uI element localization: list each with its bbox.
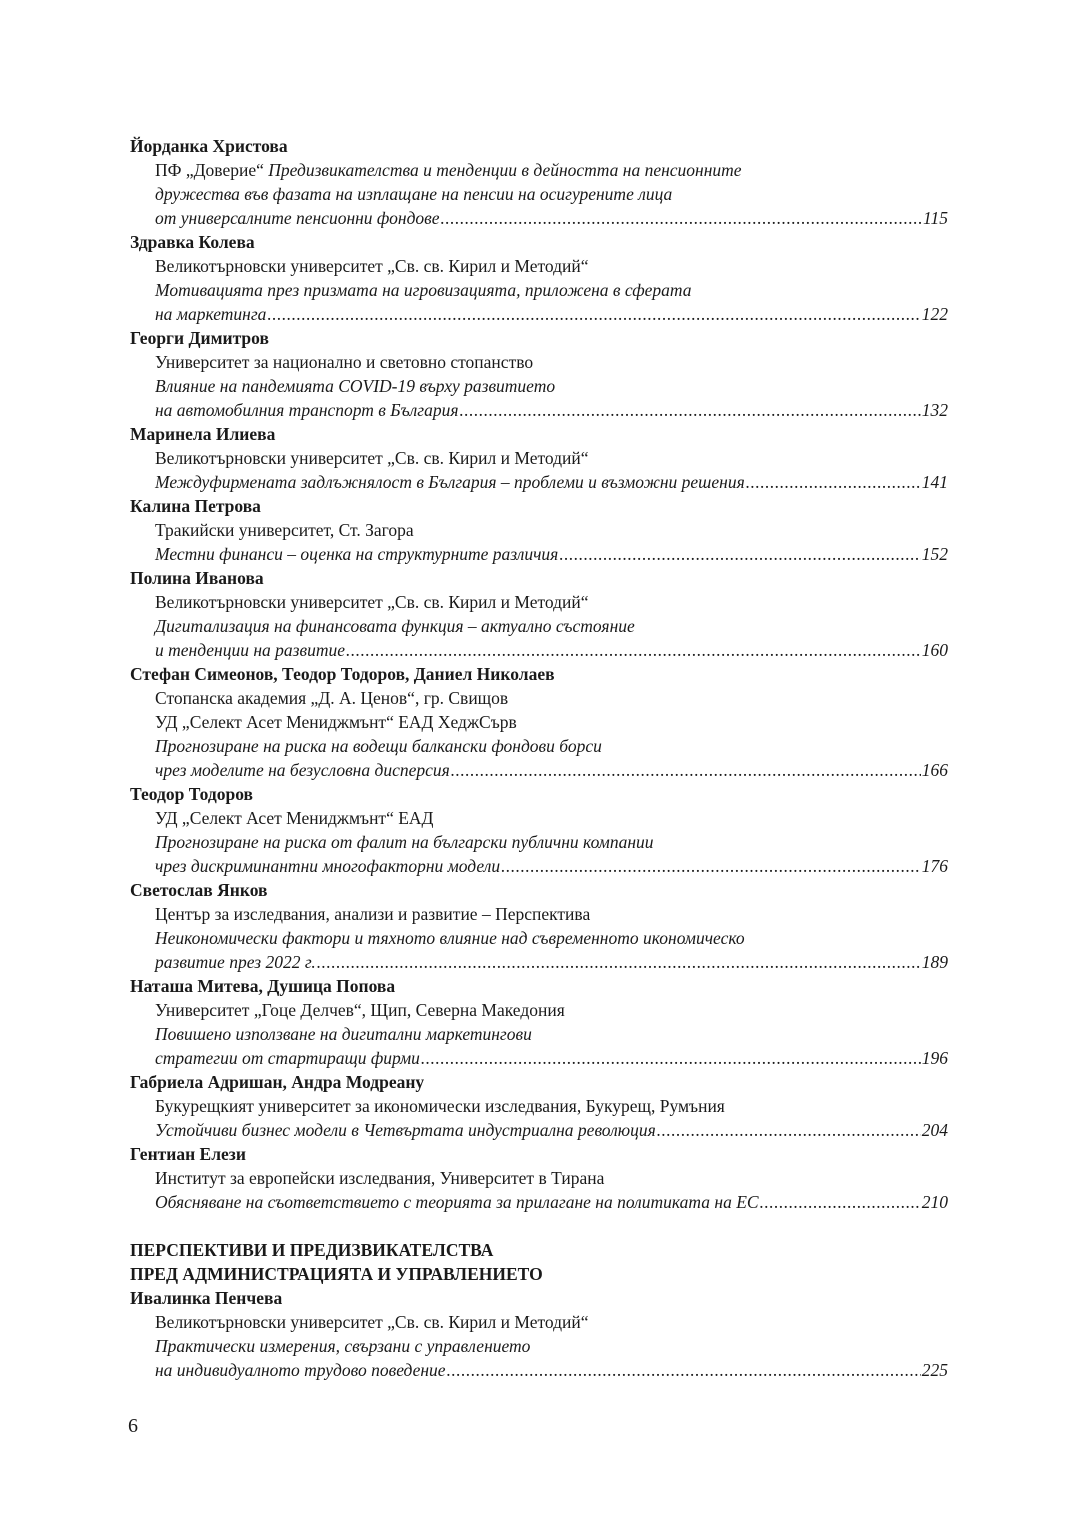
dot-leader [267, 302, 920, 326]
toc-entry [130, 782, 948, 878]
entry-page-number: 160 [921, 640, 948, 660]
entry-affiliation: Университет „Гоце Делчев“, Щип, Северна Македония [155, 1000, 565, 1020]
entry-leader-line[interactable] [130, 470, 948, 494]
toc-entries [130, 134, 948, 1214]
entry-affiliation: Букурещкият университет за икономически изследвания, Букурещ, Румъния [155, 1096, 725, 1116]
entry-title-last-line: на индивидуалното трудово поведение [155, 1360, 446, 1380]
entry-title-last-line: от универсалните пенсионни фондове [155, 208, 440, 228]
entry-page-number: 166 [921, 760, 948, 780]
dot-leader [317, 950, 921, 974]
entry-author: Йорданка Христова [130, 136, 288, 156]
entry-title-last-line: и тенденции на развитие [155, 640, 345, 660]
table-of-contents [130, 134, 948, 1382]
section-entries [130, 1286, 948, 1382]
entry-title-last-line: чрез моделите на безусловна дисперсия [155, 760, 450, 780]
toc-entry [130, 326, 948, 422]
toc-entry [130, 566, 948, 662]
entry-title-line: Практически измерения, свързани с управлението [155, 1336, 531, 1356]
entry-title-line: Прогнозиране на риска на водещи балкански фондови борси [155, 736, 602, 756]
entry-affiliation: Великотърновски университет „Св. св. Кирил и Методий“ [155, 1312, 589, 1332]
dot-leader [346, 638, 921, 662]
entry-title-line: Повишено използване на дигитални маркетингови [155, 1024, 532, 1044]
entry-page-number: 115 [923, 208, 948, 228]
entry-leader-line[interactable] [130, 1046, 948, 1070]
entry-author: Стефан Симеонов, Теодор Тодоров, Даниел Николаев [130, 664, 555, 684]
toc-entry [130, 1070, 948, 1142]
entry-affiliation: Великотърновски университет „Св. св. Кирил и Методий“ [155, 256, 589, 276]
dot-leader [460, 398, 921, 422]
entry-title-line: Прогнозиране на риска от фалит на български публични компании [155, 832, 654, 852]
entry-page-number: 152 [921, 544, 948, 564]
entry-affiliation: Стопанска академия „Д. А. Ценов“, гр. Свищов [155, 688, 509, 708]
entry-page-number: 225 [921, 1360, 948, 1380]
entry-title-line: Влияние на пандемията COVID-19 върху развитието [155, 376, 556, 396]
entry-author: Маринела Илиева [130, 424, 276, 444]
entry-leader-line[interactable] [130, 1358, 948, 1382]
entry-leader-line[interactable] [130, 542, 948, 566]
entry-page-number: 176 [921, 856, 948, 876]
entry-title-last-line: чрез дискриминантни многофакторни модели [155, 856, 501, 876]
entry-title-last-line: Устойчиви бизнес модели в Четвъртата индустриална революция [155, 1120, 656, 1140]
dot-leader [441, 206, 923, 230]
entry-affiliation: УД „Селект Асет Мениджмънт“ ЕАД [155, 808, 434, 828]
entry-title-line: Дигитализация на финансовата функция – актуално състояние [155, 616, 635, 636]
dot-leader [447, 1358, 921, 1382]
section-heading-line: ПРЕД АДМИНИСТРАЦИЯТА И УПРАВЛЕНИЕТО [130, 1264, 543, 1284]
section-heading [130, 1238, 948, 1286]
entry-page-number: 141 [921, 472, 948, 492]
section-gap [130, 1214, 948, 1238]
entry-affiliation: Университет за национално и световно стопанство [155, 352, 534, 372]
entry-author: Светослав Янков [130, 880, 268, 900]
dot-leader [746, 470, 921, 494]
entry-title-text: Предизвикателства и тенденции в дейността на пенсионните [268, 160, 742, 180]
dot-leader [559, 542, 920, 566]
entry-title-last-line: Междуфирмената задлъжнялост в България – проблеми и възможни решения [155, 472, 745, 492]
entry-title-last-line: Местни финанси – оценка на структурните различия [155, 544, 559, 564]
dot-leader [657, 1118, 921, 1142]
dot-leader [421, 1046, 921, 1070]
entry-leader-line[interactable] [130, 302, 948, 326]
dot-leader [501, 854, 921, 878]
toc-entry [130, 1142, 948, 1214]
entry-page-number: 189 [921, 952, 948, 972]
toc-entry [130, 230, 948, 326]
entry-title-last-line: стратегии от стартиращи фирми [155, 1048, 420, 1068]
entry-page-number: 196 [921, 1048, 948, 1068]
toc-entry [130, 878, 948, 974]
dot-leader [451, 758, 921, 782]
entry-affiliation: Великотърновски университет „Св. св. Кирил и Методий“ [155, 592, 589, 612]
entry-page-number: 132 [921, 400, 948, 420]
entry-author: Полина Иванова [130, 568, 264, 588]
entry-author: Габриела Адришан, Андра Модреану [130, 1072, 425, 1092]
entry-affiliation: Великотърновски университет „Св. св. Кирил и Методий“ [155, 448, 589, 468]
entry-affiliation-inline: ПФ „Доверие“ [155, 160, 269, 180]
entry-affiliation: Институт за европейски изследвания, Университет в Тирана [155, 1168, 605, 1188]
entry-leader-line[interactable] [130, 206, 948, 230]
entry-title-last-line: Обясняване на съответствието с теорията за прилагане на политиката на ЕС [155, 1192, 759, 1212]
entry-page-number: 122 [921, 304, 948, 324]
entry-author: Гентиан Елези [130, 1144, 246, 1164]
toc-entry [130, 134, 948, 230]
entry-author: Теодор Тодоров [130, 784, 253, 804]
page-number: 6 [128, 1415, 138, 1437]
entry-title-last-line: развитие през 2022 г. [155, 952, 316, 972]
entry-author: Георги Димитров [130, 328, 269, 348]
entry-author: Здравка Колева [130, 232, 255, 252]
entry-author: Ивалинка Пенчева [130, 1288, 283, 1308]
entry-page-number: 210 [921, 1192, 948, 1212]
entry-page-number: 204 [921, 1120, 948, 1140]
toc-entry [130, 1286, 948, 1382]
entry-title-line: Мотивацията през призмата на игровизацията, приложена в сферата [155, 280, 692, 300]
entry-leader-line[interactable] [130, 758, 948, 782]
entry-leader-line[interactable] [130, 638, 948, 662]
entry-leader-line[interactable] [130, 1118, 948, 1142]
entry-leader-line[interactable] [130, 854, 948, 878]
entry-leader-line[interactable] [130, 950, 948, 974]
dot-leader [760, 1190, 921, 1214]
toc-entry [130, 494, 948, 566]
section-heading-line: ПЕРСПЕКТИВИ И ПРЕДИЗВИКАТЕЛСТВА [130, 1240, 494, 1260]
entry-leader-line[interactable] [130, 1190, 948, 1214]
entry-affiliation: Тракийски университет, Ст. Загора [155, 520, 414, 540]
entry-leader-line[interactable] [130, 398, 948, 422]
entry-author: Калина Петрова [130, 496, 261, 516]
entry-affiliation: УД „Селект Асет Мениджмънт“ ЕАД ХеджСърв [155, 712, 517, 732]
entry-title-line: Неикономически фактори и тяхното влияние над съвременното икономическо [155, 928, 745, 948]
toc-entry [130, 422, 948, 494]
entry-title-last-line: на маркетинга [155, 304, 267, 324]
toc-entry [130, 974, 948, 1070]
entry-title-last-line: на автомобилния транспорт в България [155, 400, 459, 420]
entry-author: Наташа Митева, Душица Попова [130, 976, 396, 996]
entry-title-line [130, 158, 948, 182]
toc-entry [130, 662, 948, 782]
entry-title-line: дружества във фазата на изплащане на пенсии на осигурените лица [155, 184, 673, 204]
entry-affiliation: Център за изследвания, анализи и развитие – Перспектива [155, 904, 591, 924]
